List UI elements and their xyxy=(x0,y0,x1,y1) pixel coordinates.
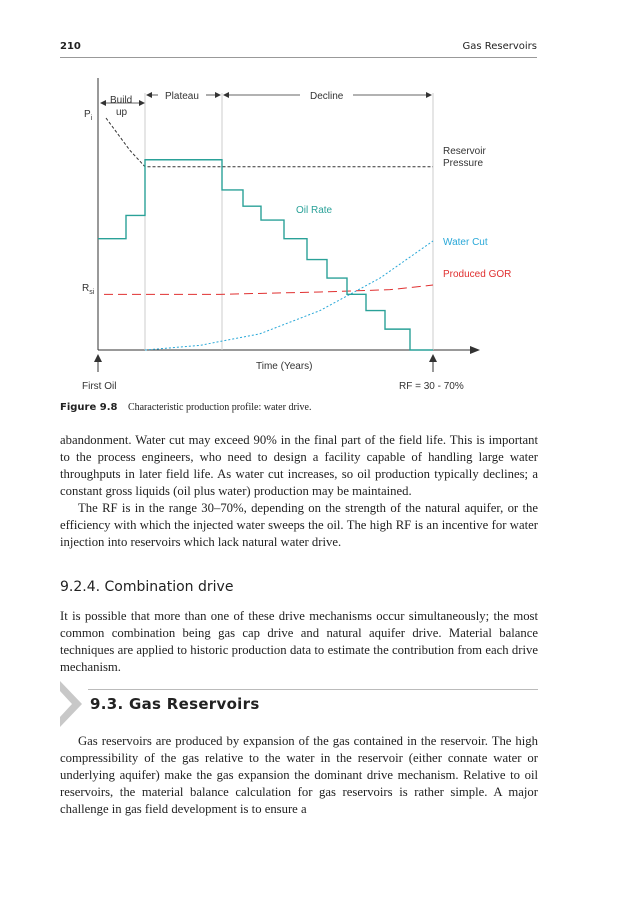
figure-caption-label: Figure 9.8 xyxy=(60,402,118,413)
oil-rate-line xyxy=(98,160,433,350)
subheading-combination-drive: 9.2.4. Combination drive xyxy=(60,579,234,595)
build-label: Build xyxy=(110,95,133,106)
x-axis-title: Time (Years) xyxy=(256,361,313,372)
reservoir-label-line1: Reservoir xyxy=(443,146,486,157)
body-text-block-2 xyxy=(60,608,538,676)
water-cut-label: Water Cut xyxy=(443,237,488,248)
build-up-arrowhead-right xyxy=(139,100,145,106)
page-number: 210 xyxy=(60,41,81,52)
paragraph-rf: The RF is in the range 30–70%, depending on the strength of the natural aquifer, or the efficiency with which the injected water sweeps the oil. The high RF is an incentive for water injection into reservoirs which lack natural water drive. xyxy=(60,501,538,549)
rf-label: RF = 30 - 70% xyxy=(399,381,464,392)
rsi-label: $R_{si}$ xyxy=(82,283,95,296)
body-text-block-1 xyxy=(60,432,538,551)
produced-gor-label: Produced GOR xyxy=(443,269,512,280)
paragraph-combination: It is possible that more than one of these drive mechanisms occur simultaneously; the most common combination being gas cap drive and natural aquifer drive. Material balance techniques are applied to historic production data to estimate the contribution from each drive mechanism. xyxy=(60,609,538,674)
build-up-arrowhead-left xyxy=(100,100,106,106)
paragraph-gas-reservoirs: Gas reservoirs are produced by expansion of the gas contained in the reservoir. The high compressibility of the gas relative to the water in the reservoir (either connate water or underlying aquifer) make the gas expansion the dominant drive mechanism. Relative to oil reservoirs, the material balance calculation for gas reservoirs is rather simple. A major challenge in gas field development is to ensure a xyxy=(60,734,538,816)
section-heading-gas-reservoirs: 9.3. Gas Reservoirs xyxy=(90,695,260,713)
water-cut-line xyxy=(145,241,433,350)
running-title: Gas Reservoirs xyxy=(462,41,537,52)
paragraph-abandonment: abandonment. Water cut may exceed 90% in the final part of the field life. This is important to the process engineers, who need to design a facility capable of handling large water throughputs in later field life. As water cut increases, so oil production typically declines; a constant gross liquids (oil plus water) production may be maintained. xyxy=(60,433,538,498)
plateau-label: Plateau xyxy=(165,91,199,102)
figure-caption-text: Characteristic production profile: water drive. xyxy=(127,402,312,413)
production-profile-chart xyxy=(60,78,540,398)
decline-arrowhead-right xyxy=(426,92,432,98)
body-text-block-3 xyxy=(60,733,538,818)
first-oil-label: First Oil xyxy=(82,381,117,392)
plateau-arrowhead-left xyxy=(146,92,152,98)
section-rule xyxy=(88,689,538,690)
oil-rate-label: Oil Rate xyxy=(296,205,333,216)
produced-gor-line xyxy=(104,285,433,294)
rf-arrowhead xyxy=(429,354,437,362)
decline-label: Decline xyxy=(310,91,344,102)
x-axis-arrowhead xyxy=(470,346,480,354)
decline-arrowhead-left xyxy=(223,92,229,98)
reservoir-label-line2: Pressure xyxy=(443,158,484,169)
pi-label: $P_i$ xyxy=(84,109,93,122)
up-label: up xyxy=(116,107,128,118)
page-header xyxy=(60,41,537,58)
section-arrow-icon xyxy=(60,681,82,727)
plateau-arrowhead-right xyxy=(215,92,221,98)
first-oil-arrowhead xyxy=(94,354,102,362)
figure-caption xyxy=(60,402,540,413)
